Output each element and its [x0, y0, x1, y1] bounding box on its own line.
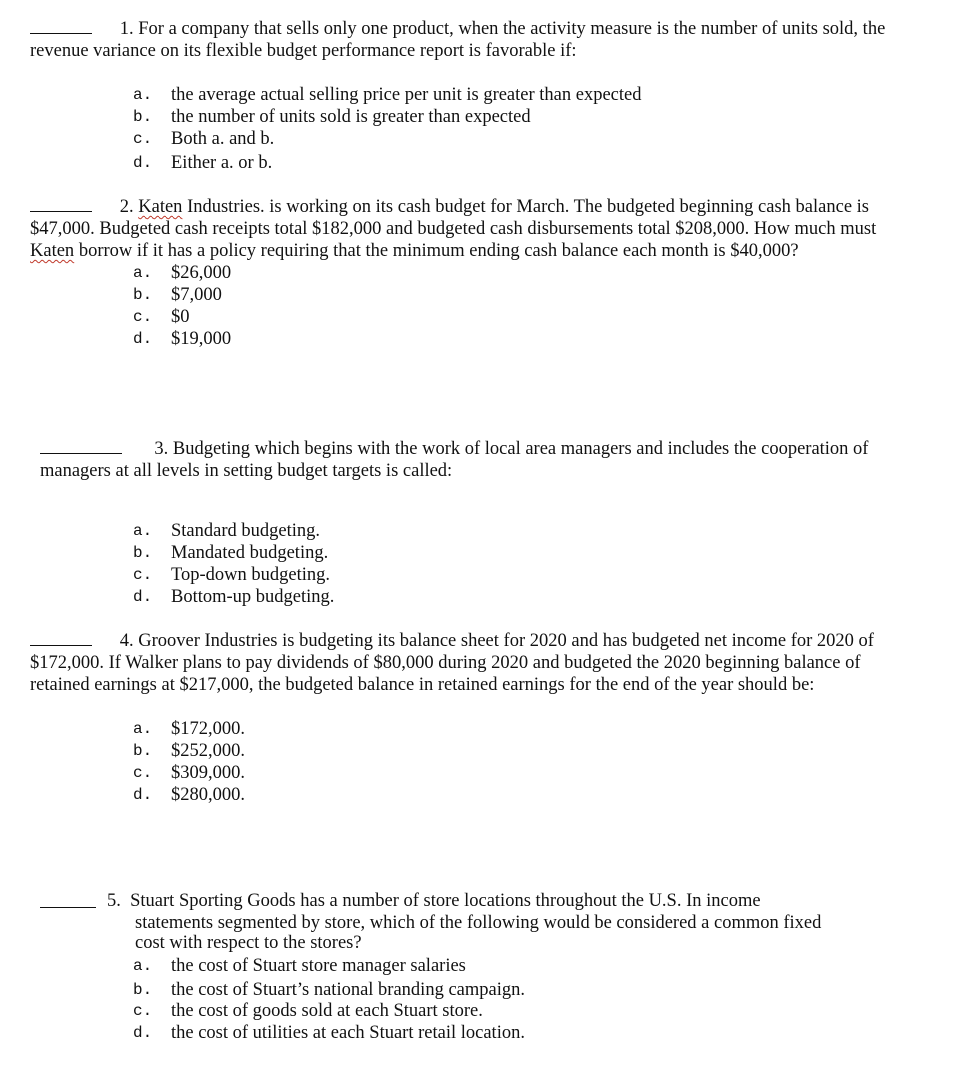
question-5-line-3: cost with respect to the stores?: [135, 933, 362, 953]
spellcheck-word: Katen: [30, 241, 75, 261]
answer-blank-4[interactable]: [30, 644, 92, 646]
question-2-line-3: [30, 240, 799, 262]
question-2-line-2: $47,000. Budgeted cash receipts total $182,000 and budgeted cash disbursements total $208,000. How much must: [30, 219, 877, 239]
answer-blank-2[interactable]: [30, 210, 92, 212]
question-number: 4.: [119, 631, 134, 651]
answer-blank-3[interactable]: [40, 452, 122, 454]
question-4-line-3: retained earnings at $217,000, the budgeted balance in retained earnings for the end of the year should be:: [30, 675, 815, 695]
question-5-line-2: statements segmented by store, which of the following would be considered a common fixed: [135, 913, 822, 933]
question-3-line-1: [40, 438, 868, 460]
question-text: Stuart Sporting Goods has a number of store locations throughout the U.S. In income: [130, 891, 761, 911]
question-number: 2.: [119, 197, 134, 217]
question-text: Industries. is working on its cash budget for March. The budgeted beginning cash balance is: [182, 197, 870, 217]
question-1-line-1: [30, 18, 885, 40]
question-number: 5.: [107, 891, 121, 911]
question-text: Budgeting which begins with the work of local area managers and includes the cooperation of: [172, 439, 869, 459]
question-3-line-2: managers at all levels in setting budget targets is called:: [40, 461, 453, 481]
question-text: borrow if it has a policy requiring that the minimum ending cash balance each month is $40,000?: [74, 241, 799, 261]
question-4-line-2: $172,000. If Walker plans to pay dividends of $80,000 during 2020 and budgeted the 2020 beginning balance of: [30, 653, 861, 673]
question-text: For a company that sells only one product, when the activity measure is the number of units sold, the: [138, 19, 886, 39]
question-text: Groover Industries is budgeting its balance sheet for 2020 and has budgeted net income for 2020 of: [138, 631, 874, 651]
answer-blank-1[interactable]: [30, 32, 92, 34]
question-number: 1.: [119, 19, 134, 39]
spellcheck-word: Katen: [138, 197, 183, 217]
question-1-line-2: revenue variance on its flexible budget performance report is favorable if:: [30, 41, 577, 61]
question-5-line-1: [107, 890, 761, 912]
question-number: 3.: [154, 439, 169, 459]
answer-blank-5[interactable]: [40, 906, 96, 908]
question-2-line-1: [30, 196, 869, 218]
question-4-line-1: [30, 630, 874, 652]
